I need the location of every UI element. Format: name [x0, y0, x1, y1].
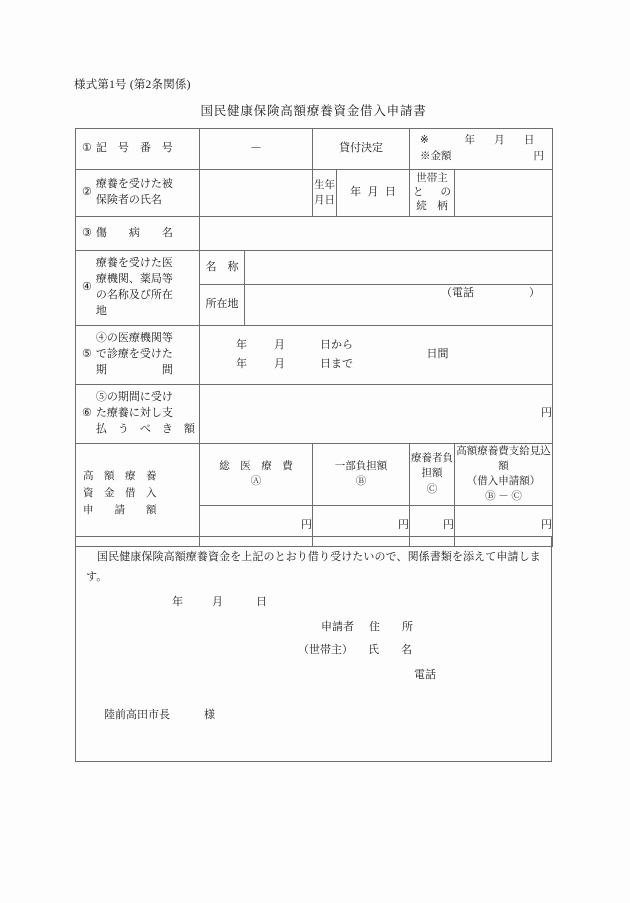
institution-name-label: 名 称: [200, 251, 245, 285]
relationship-label-line1: 世帯主: [416, 172, 448, 184]
document-title: 国民健康保険高額療養資金借入申請書: [200, 104, 427, 118]
amounts-side-line2: 資 金 借 入: [83, 488, 157, 500]
period-from-month: 月: [274, 338, 285, 351]
declaration-year-label: 年: [172, 596, 183, 608]
decision-year-label: 年: [464, 135, 475, 146]
amounts-header-row: [76, 443, 553, 505]
birth-month-label: 月: [367, 185, 379, 198]
birth-year-label: 年: [350, 185, 362, 198]
treatment-period-label-line1: ④の医療機関等: [95, 332, 173, 345]
relationship-label-line2a: と: [413, 186, 424, 198]
institution-phone-label: （電話 ）: [441, 287, 541, 300]
relationship-label-line3: 続 柄: [416, 200, 448, 212]
table-row-5: [76, 326, 553, 385]
treatment-period-label-line2: で診療を受けた: [95, 347, 173, 360]
period-from-day: 日から: [320, 338, 353, 351]
birthdate-input[interactable]: [337, 169, 410, 217]
amounts-side-line1: 高 額 療 養: [83, 471, 157, 483]
decision-month-label: 月: [494, 135, 505, 146]
loan-decision-label: 貸付決定: [313, 129, 410, 170]
relationship-label: [410, 169, 455, 217]
treatment-period-input[interactable]: [200, 326, 553, 385]
householder-label: （世帯主）: [298, 644, 353, 656]
kigou-bangou-label: 記 号 番 号: [95, 141, 173, 154]
row-number-2: ②: [82, 185, 92, 198]
applicant-address-row[interactable]: [321, 618, 413, 634]
birthdate-label: [313, 169, 337, 217]
insured-name-label-line1: 療養を受けた被: [95, 177, 173, 190]
disease-name-label: 傷 病 名: [95, 226, 173, 239]
insured-name-input[interactable]: [200, 169, 313, 217]
institution-label-line3: の名称及び所在: [95, 289, 173, 302]
relationship-label-line2b: の: [440, 186, 452, 198]
row-number-5: ⑤: [82, 347, 92, 360]
table-row-3: [76, 217, 553, 251]
payable-amount-input[interactable]: 円: [200, 384, 553, 443]
applicant-name-row[interactable]: [298, 641, 412, 657]
period-days-label: 日間: [426, 347, 449, 360]
period-to-year: 年: [236, 357, 247, 370]
partial-burden-mark: Ⓑ: [355, 476, 367, 488]
addressee-row: [104, 706, 215, 722]
expected-benefit-line3: Ⓑ － Ⓒ: [485, 491, 522, 503]
applicant-phone-label[interactable]: 電話: [414, 669, 436, 681]
patient-burden-label: 療養者負担額: [411, 453, 454, 480]
row-number-6: ⑥: [82, 406, 92, 419]
table-row-2: [76, 169, 553, 217]
row-number-3: ③: [82, 226, 92, 239]
mayor-honorific: 様: [204, 709, 215, 721]
expected-benefit-header: [455, 443, 553, 505]
total-medical-cost-input[interactable]: 円: [200, 505, 313, 546]
expected-benefit-line2: （借入申請額）: [466, 476, 541, 488]
insured-name-label-line2: 保険者の氏名: [95, 193, 162, 206]
patient-burden-header: [410, 443, 455, 505]
application-table: [75, 128, 553, 547]
institution-address-label: 所在地: [200, 285, 245, 326]
expected-benefit-input[interactable]: 円: [455, 505, 553, 546]
kome-mark: ※: [420, 135, 429, 146]
table-row-6: [76, 384, 553, 443]
expected-benefit-line1: 高額療養費支給見込額: [456, 445, 551, 472]
total-medical-cost-header: [200, 443, 313, 505]
institution-label-line1: 療養を受けた医: [95, 257, 173, 270]
birthdate-label-line2: 月日: [314, 194, 336, 206]
institution-label-line4: 地: [95, 304, 107, 317]
partial-burden-header: [313, 443, 410, 505]
disease-name-input[interactable]: [200, 217, 553, 251]
kome-amount-label: ※金額: [420, 150, 452, 162]
birth-day-label: 日: [384, 185, 396, 198]
declaration-month-label: 月: [212, 596, 223, 608]
period-from-year: 年: [236, 338, 247, 351]
institution-name-input[interactable]: [245, 251, 553, 285]
total-medical-cost-mark: Ⓐ: [250, 476, 262, 488]
payable-amount-label-line2: た療養に対し支: [95, 406, 173, 419]
partial-burden-label: 一部負担額: [334, 460, 388, 472]
table-row-4-name: [76, 251, 553, 285]
row-number-4: ④: [82, 281, 92, 294]
institution-address-input[interactable]: [245, 285, 553, 326]
cell-kigou-bangou-label: [76, 129, 200, 170]
form-number: 様式第1号 (第2条関係): [74, 79, 191, 91]
mayor-title: 陸前高田市長: [104, 709, 170, 721]
table-row-1: [76, 129, 553, 170]
kigou-bangou-value[interactable]: －: [200, 129, 313, 170]
patient-burden-input[interactable]: 円: [410, 505, 455, 546]
partial-burden-input[interactable]: 円: [313, 505, 410, 546]
declaration-date[interactable]: [172, 593, 267, 609]
cell-payable-amount-label: [76, 384, 200, 443]
applicant-address-label: 住 所: [369, 621, 413, 633]
payable-amount-label-line3: 払 う べ き 額: [95, 422, 195, 435]
loan-decision-fields[interactable]: [410, 129, 553, 170]
decision-day-label: 日: [523, 135, 535, 146]
amounts-side-line3: 申 請 額: [83, 504, 157, 516]
row-number-1: ①: [82, 141, 92, 154]
relationship-input[interactable]: [455, 169, 553, 217]
birthdate-label-line1: 生年: [314, 179, 336, 191]
patient-burden-mark: Ⓒ: [426, 483, 438, 495]
amounts-side-label: [76, 443, 200, 546]
cell-institution-label: [76, 251, 200, 326]
applicant-label: 申請者: [321, 621, 354, 633]
cell-insured-name-label: [76, 169, 200, 217]
total-medical-cost-label: 総 医 療 費: [219, 460, 293, 472]
period-to-month: 月: [274, 357, 285, 370]
applicant-name-label: 氏 名: [368, 644, 412, 656]
treatment-period-label-line3: 期 間: [95, 363, 173, 376]
decision-yen-unit: 円: [533, 150, 545, 162]
declaration-box: [75, 536, 552, 762]
declaration-day-label: 日: [256, 596, 267, 608]
declaration-text: 国民健康保険高額療養資金を上記のとおり借り受けたいので、関係書類を添えて申請します。: [86, 551, 541, 584]
cell-disease-label: [76, 217, 200, 251]
payable-amount-label-line1: ⑤の期間に受け: [95, 390, 173, 403]
cell-treatment-period-label: [76, 326, 200, 385]
institution-label-line2: 療機関、薬局等: [95, 273, 173, 286]
period-to-day: 日まで: [320, 357, 353, 370]
